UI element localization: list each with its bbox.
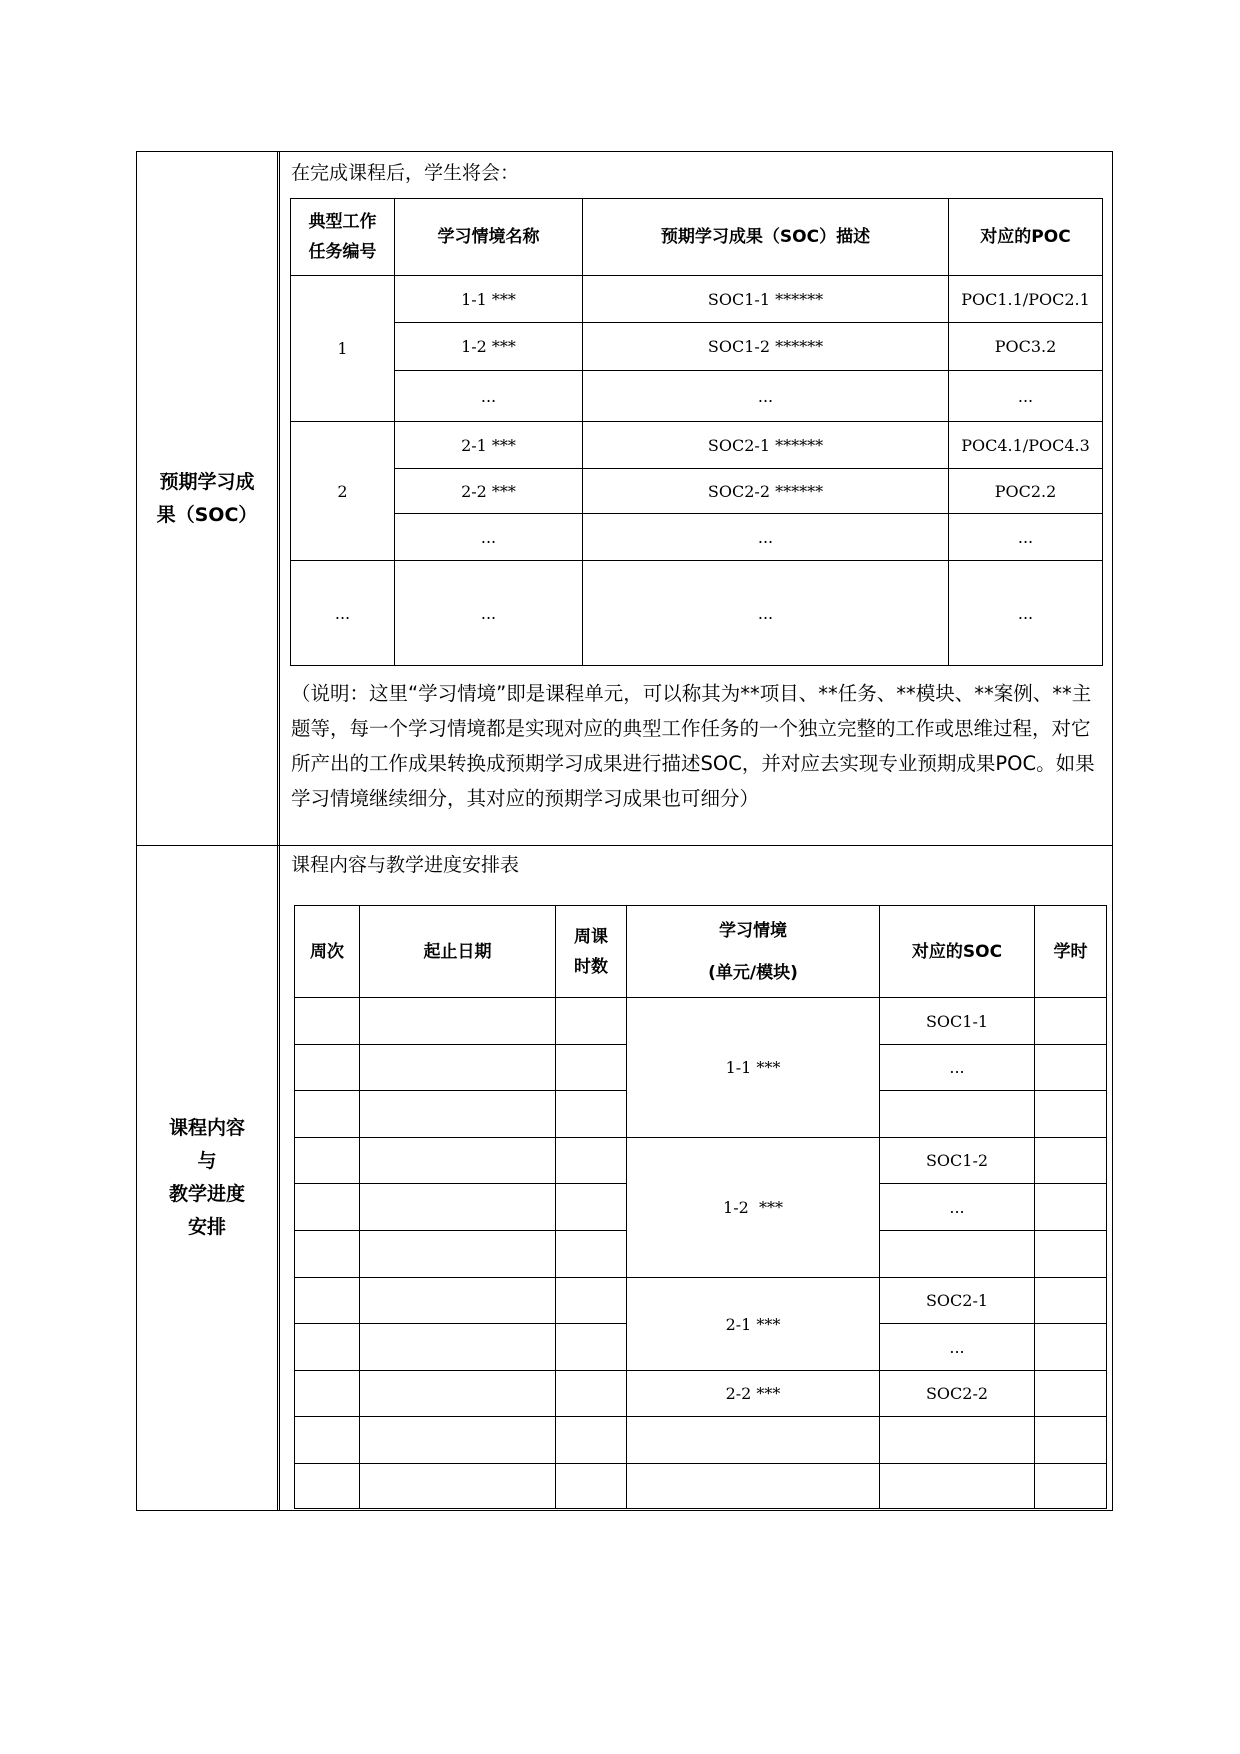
section-divider [137, 845, 1112, 846]
soc-section-label [137, 466, 277, 532]
header-line: 周课 [574, 926, 608, 947]
poc-cell: POC2.2 [949, 469, 1103, 514]
table-row [291, 561, 1103, 666]
schedule-header-row [295, 906, 1107, 998]
dates-cell [360, 1324, 556, 1371]
table-row [295, 1138, 1107, 1184]
task-number-cell: ... [291, 561, 395, 666]
credit-hours-cell [1035, 1464, 1107, 1509]
credit-hours-cell [1035, 998, 1107, 1045]
table-row [295, 1464, 1107, 1509]
credit-hours-cell [1035, 1371, 1107, 1417]
credit-hours-cell [1035, 1324, 1107, 1371]
dates-cell [360, 1184, 556, 1231]
dates-cell [360, 1371, 556, 1417]
unit-cell: 1-1 *** [627, 998, 880, 1138]
soc-note: （说明：这里“学习情境”即是课程单元，可以称其为**项目、**任务、**模块、**案例、**主题等，每一个学习情境都是实现对应的典型工作任务的一个独立完整的工作或思维过程，对它所产出的工作成果转换成预期学习成果进行描述SOC，并对应去实现专业预期成果POC。如果学习情境继续细分，其对应的预期学习成果也可细分） [291, 682, 1095, 810]
hours-cell [556, 1091, 627, 1138]
schedule-label-line: 与 [197, 1150, 217, 1172]
description-cell: ... [583, 371, 949, 422]
poc-cell: POC3.2 [949, 323, 1103, 371]
course-outline-frame [136, 151, 1113, 1511]
situation-cell: ... [395, 561, 583, 666]
table-row [291, 371, 1103, 422]
dates-cell [360, 1417, 556, 1464]
soc-cell: ... [880, 1324, 1035, 1371]
poc-cell: ... [949, 561, 1103, 666]
schedule-caption: 课程内容与教学进度安排表 [291, 854, 520, 876]
situation-cell: ... [395, 514, 583, 561]
task-number-cell: 2 [291, 422, 395, 561]
unit-cell: 1-2 *** [627, 1138, 880, 1278]
soc-cell [880, 1464, 1035, 1509]
hours-cell [556, 1184, 627, 1231]
soc-header-row [291, 199, 1103, 276]
week-header: 周次 [295, 906, 360, 998]
hours-cell [556, 1045, 627, 1091]
week-cell [295, 1138, 360, 1184]
schedule-section-label [137, 1112, 277, 1244]
table-row [295, 1278, 1107, 1324]
week-cell [295, 1278, 360, 1324]
week-cell [295, 998, 360, 1045]
credit-hours-cell [1035, 1138, 1107, 1184]
description-cell: SOC2-2 ****** [583, 469, 949, 514]
dates-cell [360, 1138, 556, 1184]
table-row [291, 323, 1103, 371]
soc-cell: SOC1-2 [880, 1138, 1035, 1184]
poc-cell: POC1.1/POC2.1 [949, 276, 1103, 323]
poc-cell: ... [949, 371, 1103, 422]
credit-hours-cell [1035, 1278, 1107, 1324]
table-row [295, 998, 1107, 1045]
schedule-table [294, 905, 1107, 1509]
week-cell [295, 1231, 360, 1278]
week-cell [295, 1324, 360, 1371]
schedule-label-line: 安排 [187, 1216, 226, 1238]
schedule-label-line: 课程内容 [168, 1117, 245, 1139]
dates-cell [360, 1045, 556, 1091]
soc-label-line: 果（SOC） [156, 504, 258, 526]
dates-cell [360, 1231, 556, 1278]
credit-hours-cell [1035, 1045, 1107, 1091]
description-cell: ... [583, 514, 949, 561]
header-line: 时数 [574, 956, 608, 977]
hours-cell [556, 1324, 627, 1371]
description-cell: SOC2-1 ****** [583, 422, 949, 469]
situation-name-header: 学习情境名称 [395, 199, 583, 276]
credit-hours-cell [1035, 1184, 1107, 1231]
poc-cell: ... [949, 514, 1103, 561]
weekly-hours-header [556, 906, 627, 998]
task-number-cell: 1 [291, 276, 395, 422]
unit-cell: 2-2 *** [627, 1371, 880, 1417]
hours-cell [556, 1464, 627, 1509]
dates-cell [360, 1278, 556, 1324]
dates-header: 起止日期 [360, 906, 556, 998]
credit-hours-cell [1035, 1091, 1107, 1138]
unit-cell [627, 1417, 880, 1464]
table-row [291, 469, 1103, 514]
hours-cell [556, 1138, 627, 1184]
hours-cell [556, 998, 627, 1045]
task-number-header [291, 199, 395, 276]
situation-cell: 2-2 *** [395, 469, 583, 514]
hours-cell [556, 1371, 627, 1417]
situation-cell: 2-1 *** [395, 422, 583, 469]
table-row [291, 276, 1103, 323]
soc-cell: SOC2-2 [880, 1371, 1035, 1417]
credit-hours-cell [1035, 1417, 1107, 1464]
week-cell [295, 1464, 360, 1509]
soc-table [290, 198, 1103, 666]
soc-cell [880, 1231, 1035, 1278]
hours-cell [556, 1278, 627, 1324]
soc-cell: ... [880, 1184, 1035, 1231]
credit-hours-cell [1035, 1231, 1107, 1278]
description-cell: SOC1-1 ****** [583, 276, 949, 323]
credit-hours-header: 学时 [1035, 906, 1107, 998]
header-line: 典型工作 [308, 212, 377, 232]
soc-cell: SOC1-1 [880, 998, 1035, 1045]
table-row [291, 514, 1103, 561]
situation-cell: ... [395, 371, 583, 422]
week-cell [295, 1417, 360, 1464]
table-row [291, 422, 1103, 469]
header-line: 任务编号 [308, 242, 377, 262]
schedule-label-line: 教学进度 [168, 1183, 245, 1205]
soc-cell: SOC2-1 [880, 1278, 1035, 1324]
week-cell [295, 1091, 360, 1138]
soc-intro: 在完成课程后，学生将会： [291, 162, 520, 184]
table-row [295, 1417, 1107, 1464]
table-row [295, 1371, 1107, 1417]
soc-label-line: 预期学习成 [159, 471, 255, 493]
week-cell [295, 1045, 360, 1091]
hours-cell [556, 1417, 627, 1464]
unit-cell [627, 1464, 880, 1509]
week-cell [295, 1371, 360, 1417]
dates-cell [360, 1091, 556, 1138]
poc-cell: POC4.1/POC4.3 [949, 422, 1103, 469]
dates-cell [360, 1464, 556, 1509]
dates-cell [360, 998, 556, 1045]
soc-description-header: 预期学习成果（SOC）描述 [583, 199, 949, 276]
situation-cell: 1-2 *** [395, 323, 583, 371]
situation-cell: 1-1 *** [395, 276, 583, 323]
description-cell: ... [583, 561, 949, 666]
column-divider [277, 152, 280, 1510]
soc-cell: ... [880, 1045, 1035, 1091]
header-line: 学习情境 [719, 920, 787, 941]
week-cell [295, 1184, 360, 1231]
soc-header: 对应的SOC [880, 906, 1035, 998]
header-line: (单元/模块) [708, 962, 798, 983]
hours-cell [556, 1231, 627, 1278]
unit-cell: 2-1 *** [627, 1278, 880, 1371]
description-cell: SOC1-2 ****** [583, 323, 949, 371]
poc-header: 对应的POC [949, 199, 1103, 276]
soc-cell [880, 1417, 1035, 1464]
soc-cell [880, 1091, 1035, 1138]
situation-header [627, 906, 880, 998]
